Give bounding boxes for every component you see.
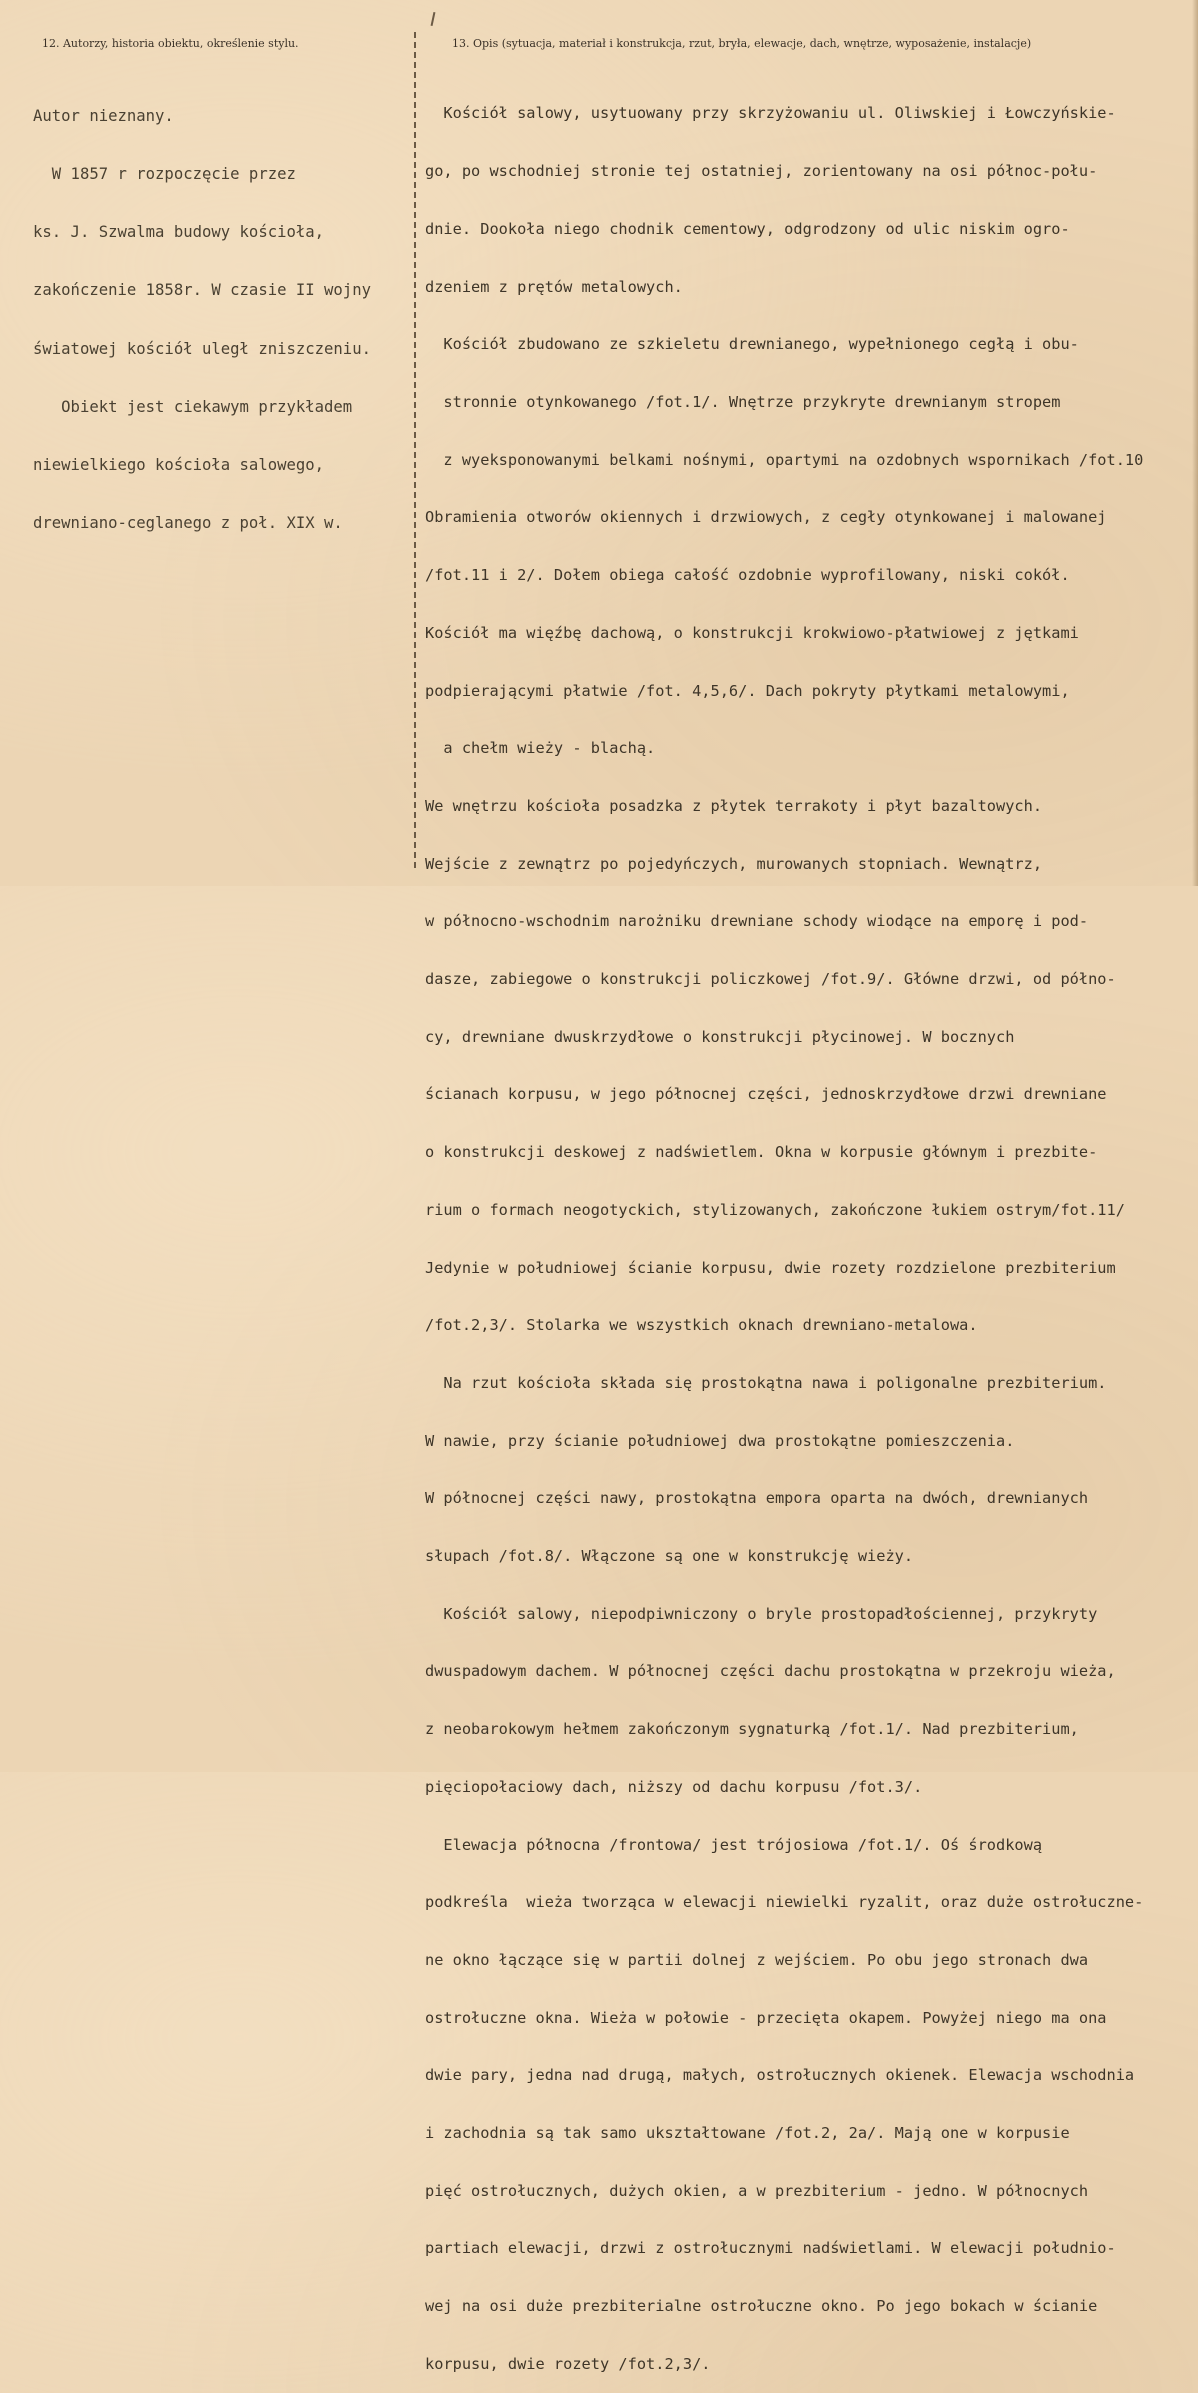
text-line: ne okno łączące się w partii dolnej z wejściem. Po obu jego stronach dwa: [425, 1950, 1089, 1969]
text-line: słupach /fot.8/. Włączone są one w konstrukcję wieży.: [425, 1547, 914, 1566]
text-line: ostrołuczne okna. Wieża w połowie - przecięta okapem. Powyżej niego ma ona: [425, 2008, 1107, 2027]
pencil-mark: [431, 12, 436, 26]
text-line: W 1857 r rozpoczęcie przez: [33, 165, 296, 184]
text-line: rium o formach neogotyckich, stylizowanych, zakończone łukiem ostrym/fot.11/: [425, 1200, 1125, 1219]
text-line: dwuspadowym dachem. W północnej części dachu prostokątna w przekroju wieża,: [425, 1662, 1116, 1681]
text-line: W północnej części nawy, prostokątna empora oparta na dwóch, drewnianych: [425, 1489, 1089, 1508]
text-line: podpierającymi płatwie /fot. 4,5,6/. Dach pokryty płytkami metalowymi,: [425, 681, 1070, 700]
text-line: Kościół salowy, usytuowany przy skrzyżowaniu ul. Oliwskiej i Łowczyńskie-: [425, 104, 1116, 123]
text-line: z neobarokowym hełmem zakończonym sygnaturką /fot.1/. Nad prezbiterium,: [425, 1720, 1079, 1739]
text-line: ścianach korpusu, w jego północnej części, jednoskrzydłowe drzwi drewniane: [425, 1085, 1107, 1104]
text-line: go, po wschodniej stronie tej ostatniej, zorientowany na osi północ-połu-: [425, 162, 1098, 181]
text-line: partiach elewacji, drzwi z ostrołucznymi nadświetlami. W elewacji południo-: [425, 2239, 1116, 2258]
text-line: podkreśla wieża tworząca w elewacji niewielki ryzalit, oraz duże ostrołuczne-: [425, 1893, 1144, 1912]
text-line: Obiekt jest ciekawym przykładem: [33, 397, 353, 416]
text-line: ks. J. Szwalma budowy kościoła,: [33, 223, 325, 242]
text-line: Kościół salowy, niepodpiwniczony o bryle prostopadłościennej, przykryty: [425, 1604, 1098, 1623]
text-line: niewielkiego kościoła salowego,: [33, 456, 325, 475]
authors-history-text: [33, 68, 371, 553]
page-edge-shadow: [1192, 0, 1198, 886]
text-line: i zachodnia są tak samo ukształtowane /fot.2, 2a/. Mają one w korpusie: [425, 2124, 1070, 2143]
text-line: dasze, zabiegowe o konstrukcji policzkowej /fot.9/. Główne drzwi, od półno-: [425, 970, 1116, 989]
text-line: Kościół zbudowano ze szkieletu drewnianego, wypełnionego cegłą i obu-: [425, 335, 1079, 354]
text-line: /fot.11 i 2/. Dołem obiega całość ozdobnie wyprofilowany, niski cokół.: [425, 566, 1070, 585]
text-line: stronnie otynkowanego /fot.1/. Wnętrze przykryte drewnianym stropem: [425, 392, 1061, 411]
text-line: zakończenie 1858r. W czasie II wojny: [33, 281, 371, 300]
text-line: w północno-wschodnim narożniku drewniane schody wiodące na emporę i pod-: [425, 912, 1089, 931]
text-line: korpusu, dwie rozety /fot.2,3/.: [425, 2354, 711, 2373]
text-line: dnie. Dookoła niego chodnik cementowy, odgrodzony od ulic niskim ogro-: [425, 219, 1070, 238]
text-line: dzeniem z prętów metalowych.: [425, 277, 683, 296]
text-line: Autor nieznany.: [33, 106, 174, 125]
text-line: /fot.2,3/. Stolarka we wszystkich oknach drewniano-metalowa.: [425, 1316, 978, 1335]
left-column-header: 12. Autorzy, historia obiektu, określenie stylu.: [42, 37, 299, 50]
text-line: Jedynie w południowej ścianie korpusu, dwie rozety rozdzielone prezbiterium: [425, 1258, 1116, 1277]
text-line: W nawie, przy ścianie południowej dwa prostokątne pomieszczenia.: [425, 1431, 1015, 1450]
text-line: Na rzut kościoła składa się prostokątna nawa i poligonalne prezbiterium.: [425, 1373, 1107, 1392]
text-line: pięciopołaciowy dach, niższy od dachu korpusu /fot.3/.: [425, 1777, 923, 1796]
right-column-header: 13. Opis (sytuacja, materiał i konstrukcja, rzut, bryła, elewacje, dach, wnętrze, wyposażenie, instalacje): [452, 37, 1032, 50]
text-line: Obramienia otworów okiennych i drzwiowych, z cegły otynkowanej i malowanej: [425, 508, 1107, 527]
text-line: We wnętrzu kościoła posadzka z płytek terrakoty i płyt bazaltowych.: [425, 796, 1043, 815]
description-text: [425, 66, 1143, 2393]
text-line: Elewacja północna /frontowa/ jest trójosiowa /fot.1/. Oś środkową: [425, 1835, 1043, 1854]
text-line: dwie pary, jedna nad drugą, małych, ostrołucznych okienek. Elewacja wschodnia: [425, 2066, 1135, 2085]
text-line: z wyeksponowanymi belkami nośnymi, opartymi na ozdobnych wspornikach /fot.10: [425, 450, 1144, 469]
text-line: Wejście z zewnątrz po pojedyńczych, murowanych stopniach. Wewnątrz,: [425, 854, 1043, 873]
column-divider: [414, 32, 416, 868]
text-line: Kościół ma więźbę dachową, o konstrukcji krokwiowo-płatwiowej z jętkami: [425, 623, 1079, 642]
text-line: pięć ostrołucznych, dużych okien, a w prezbiterium - jedno. W północnych: [425, 2181, 1089, 2200]
text-line: o konstrukcji deskowej z nadświetlem. Okna w korpusie głównym i prezbite-: [425, 1143, 1098, 1162]
text-line: drewniano-ceglanego z poł. XIX w.: [33, 514, 343, 533]
text-line: wej na osi duże prezbiterialne ostrołuczne okno. Po jego bokach w ścianie: [425, 2297, 1098, 2316]
text-line: światowej kościół uległ zniszczeniu.: [33, 339, 371, 358]
text-line: cy, drewniane dwuskrzydłowe o konstrukcji płycinowej. W bocznych: [425, 1027, 1015, 1046]
text-line: a chełm wieży - blachą.: [425, 739, 656, 758]
